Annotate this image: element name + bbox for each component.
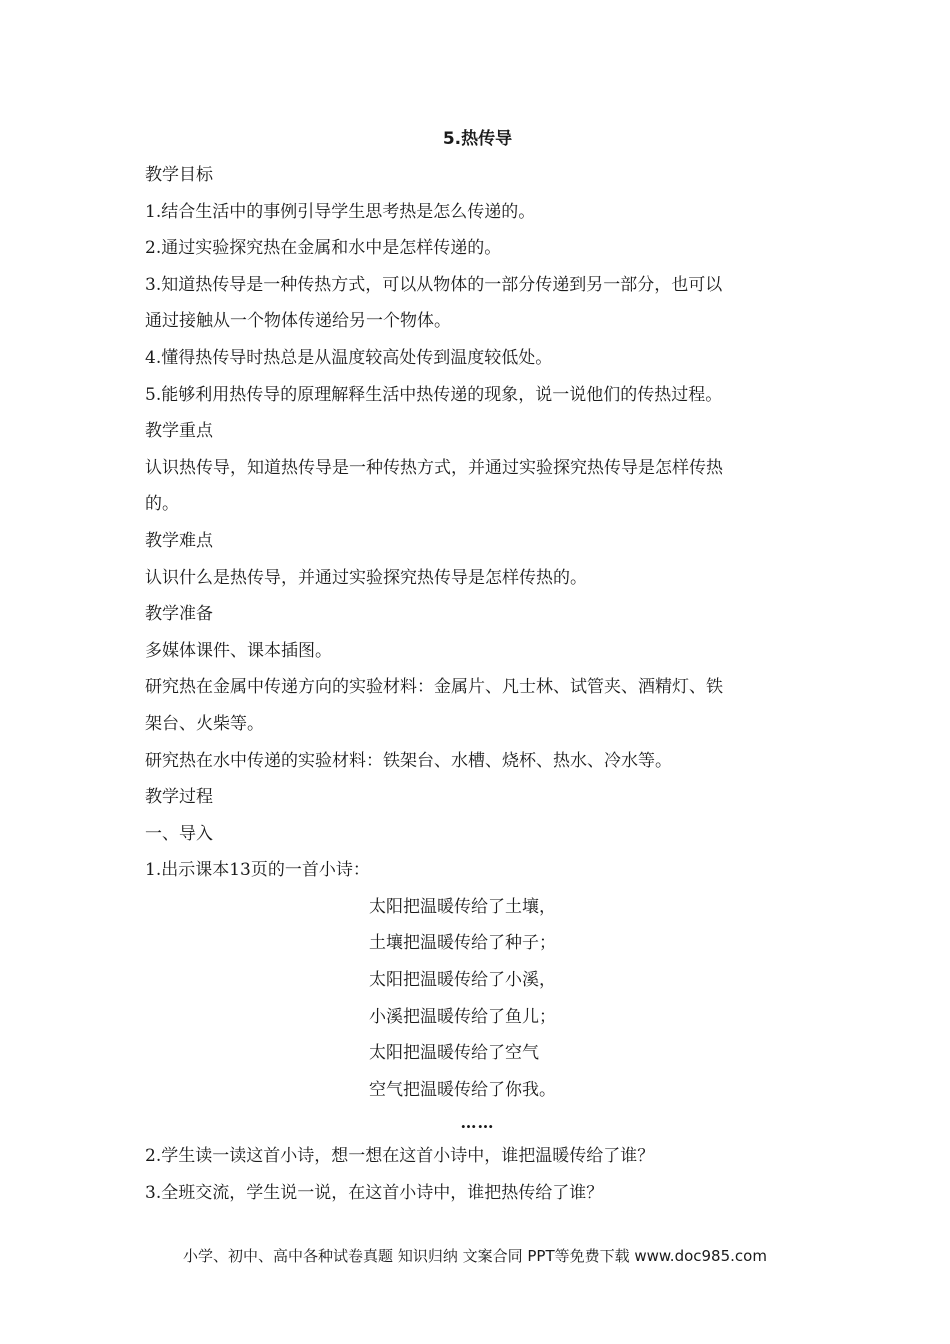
prep-item: 研究热在金属中传递方向的实验材料：金属片、凡士林、试管夹、酒精灯、铁 <box>145 677 723 698</box>
prep-item-continuation: 架台、火柴等。 <box>145 713 264 734</box>
section-heading-preparation: 教学准备 <box>145 604 213 625</box>
poem-line: 太阳把温暖传给了土壤， <box>369 896 556 917</box>
difficulty-text: 认识什么是热传导，并通过实验探究热传导是怎样传热的。 <box>145 567 587 588</box>
prep-item: 多媒体课件、课本插图。 <box>145 640 332 661</box>
goal-item: 4.懂得热传导时热总是从温度较高处传到温度较低处。 <box>145 347 553 368</box>
goal-item: 3.知道热传导是一种传热方式，可以从物体的一部分传递到另一部分，也可以 <box>145 274 723 295</box>
document-title: 5.热传导 <box>442 129 513 149</box>
key-point-text: 认识热传导，知道热传导是一种传热方式，并通过实验探究热传导是怎样传热 <box>145 457 723 478</box>
part-heading: 一、导入 <box>145 823 213 844</box>
prep-item: 研究热在水中传递的实验材料：铁架台、水槽、烧杯、热水、冷水等。 <box>145 750 672 771</box>
process-step: 1.出示课本13页的一首小诗： <box>145 860 370 881</box>
poem-ellipsis: …… <box>460 1113 495 1133</box>
poem-line: 太阳把温暖传给了空气 <box>369 1043 539 1064</box>
poem-line: 小溪把温暖传给了鱼儿； <box>369 1006 556 1027</box>
section-heading-difficulty: 教学难点 <box>145 530 213 551</box>
goal-item: 5.能够利用热传导的原理解释生活中热传递的现象，说一说他们的传热过程。 <box>145 384 723 405</box>
poem-line: 太阳把温暖传给了小溪， <box>369 970 556 991</box>
process-step: 3.全班交流，学生说一说，在这首小诗中，谁把热传给了谁？ <box>145 1183 604 1204</box>
poem-block <box>145 889 810 1109</box>
poem-line: 空气把温暖传给了你我。 <box>369 1079 556 1100</box>
goal-item-continuation: 通过接触从一个物体传递给另一个物体。 <box>145 311 451 332</box>
process-step: 2.学生读一读这首小诗，想一想在这首小诗中，谁把温暖传给了谁？ <box>145 1146 655 1167</box>
key-point-text-continuation: 的。 <box>145 494 179 515</box>
section-heading-process: 教学过程 <box>145 787 213 808</box>
poem-line: 土壤把温暖传给了种子； <box>369 933 556 954</box>
footer-watermark-text: 小学、初中、高中各种试卷真题 知识归纳 文案合同 PPT等免费下载 www.doc985.com <box>183 1247 767 1265</box>
section-heading-key-points: 教学重点 <box>145 421 213 442</box>
document-page <box>145 122 810 1212</box>
section-heading-goals: 教学目标 <box>145 165 213 185</box>
goal-item: 1.结合生活中的事例引导学生思考热是怎么传递的。 <box>145 201 536 222</box>
goal-item: 2.通过实验探究热在金属和水中是怎样传递的。 <box>145 238 502 259</box>
